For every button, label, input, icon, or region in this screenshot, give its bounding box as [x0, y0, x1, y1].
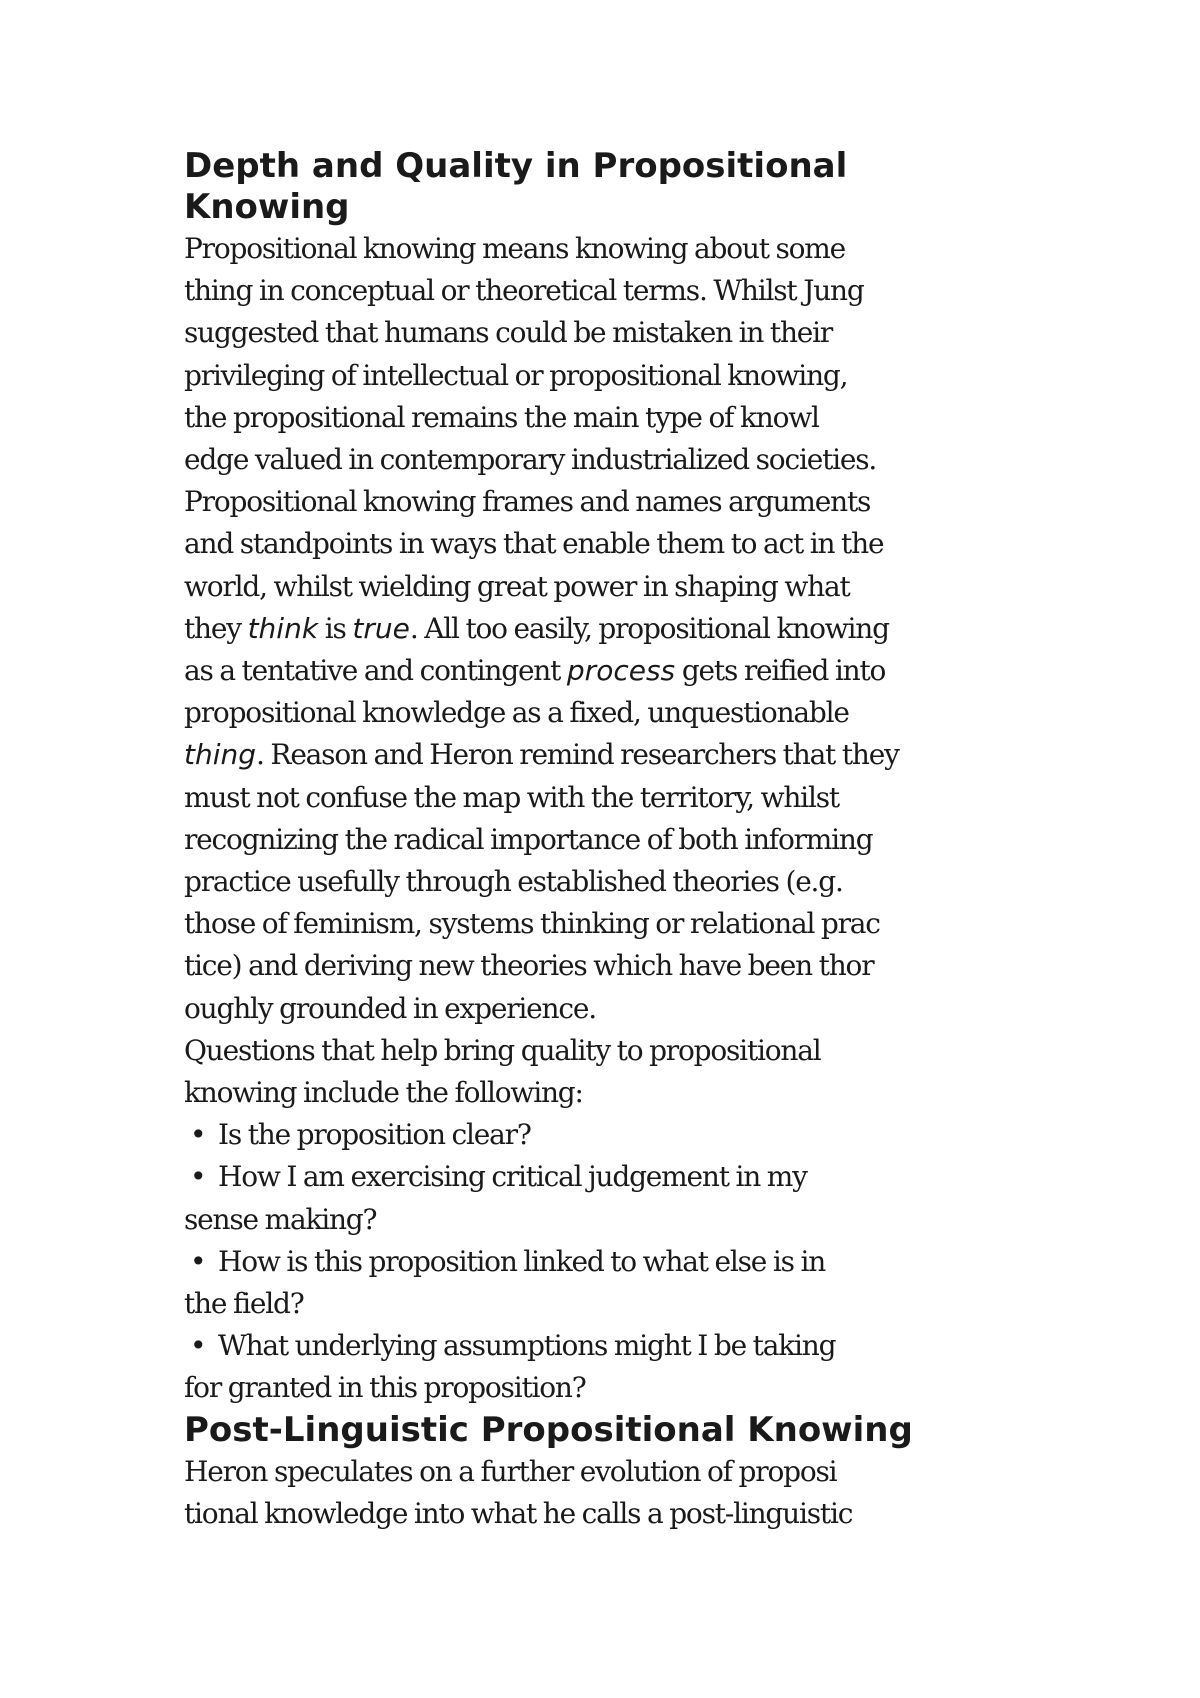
bullet-text: How I am exercising critical judgement in my	[218, 1160, 807, 1194]
text-line	[184, 650, 1084, 692]
bullet-continuation: sense making?	[184, 1202, 377, 1236]
text-line: suggested that humans could be mistaken in their	[184, 316, 833, 350]
bullet-icon: •	[190, 1160, 206, 1194]
text-line: Propositional knowing means knowing about some	[184, 232, 846, 265]
bullet-icon: •	[190, 1329, 206, 1363]
text-line: privileging of intellectual or propositional knowing,	[184, 358, 848, 392]
heading-line: Post-Linguistic Propositional Knowing	[184, 1409, 913, 1450]
text-line: Questions that help bring quality to propositional	[184, 1033, 821, 1067]
bullet-continuation: the field?	[184, 1287, 304, 1321]
text-line: tional knowledge into what he calls a post-linguistic	[184, 1496, 853, 1530]
text-line: recognizing the radical importance of both informing	[184, 822, 873, 856]
text-line: edge valued in contemporary industrialized societies.	[184, 443, 877, 477]
text-line: thing in conceptual or theoretical terms. Whilst Jung	[184, 274, 864, 308]
document-page	[184, 146, 1084, 1535]
text-line: Heron speculates on a further evolution of proposi	[184, 1454, 837, 1488]
text-line: world, whilst wielding great power in shaping what	[184, 569, 850, 603]
emphasis-word: thing	[184, 738, 257, 772]
bullet-item	[184, 1156, 1084, 1198]
section-heading	[184, 1410, 1084, 1451]
text-line: the propositional remains the main type of knowl	[184, 400, 819, 434]
text-run: gets reified into	[675, 654, 886, 688]
text-line	[184, 608, 1084, 650]
bullet-icon: •	[190, 1118, 206, 1152]
text-line: tice) and deriving new theories which have been thor	[184, 949, 874, 983]
text-line: must not confuse the map with the territory, whilst	[184, 780, 839, 814]
bullet-text: How is this proposition linked to what else is in	[218, 1244, 826, 1278]
text-line: practice usefully through established theories (e.g.	[184, 865, 843, 899]
text-line	[184, 734, 1084, 776]
body-text	[184, 228, 1084, 1410]
emphasis-word: process	[566, 654, 676, 688]
text-run: they	[184, 611, 248, 645]
bullet-text: What underlying assumptions might I be taking	[218, 1329, 836, 1363]
emphasis-word: think	[247, 611, 319, 645]
bullet-icon: •	[190, 1244, 206, 1278]
text-run: as a tentative and contingent	[184, 654, 567, 688]
section-heading	[184, 146, 1084, 228]
text-line: propositional knowledge as a fixed, unquestionable	[184, 696, 849, 730]
text-line: Propositional knowing frames and names arguments	[184, 485, 871, 519]
text-line: oughly grounded in experience.	[184, 991, 596, 1025]
bullet-continuation: for granted in this proposition?	[184, 1371, 586, 1405]
text-line: knowing include the following:	[184, 1076, 583, 1110]
body-text	[184, 1451, 1084, 1535]
bullet-item	[184, 1114, 1084, 1156]
text-run: . Reason and Heron remind researchers that they	[256, 738, 899, 772]
text-run: . All too easily, propositional knowing	[409, 611, 889, 645]
bullet-item	[184, 1241, 1084, 1283]
text-line: and standpoints in ways that enable them to act in the	[184, 527, 884, 561]
text-run: is	[318, 611, 353, 645]
text-line: those of feminism, systems thinking or relational prac	[184, 907, 880, 941]
bullet-item	[184, 1325, 1084, 1367]
heading-line: Depth and Quality in Propositional	[184, 146, 848, 186]
heading-line: Knowing	[184, 187, 350, 227]
bullet-text: Is the proposition clear?	[218, 1118, 531, 1152]
emphasis-word: true	[352, 611, 410, 645]
